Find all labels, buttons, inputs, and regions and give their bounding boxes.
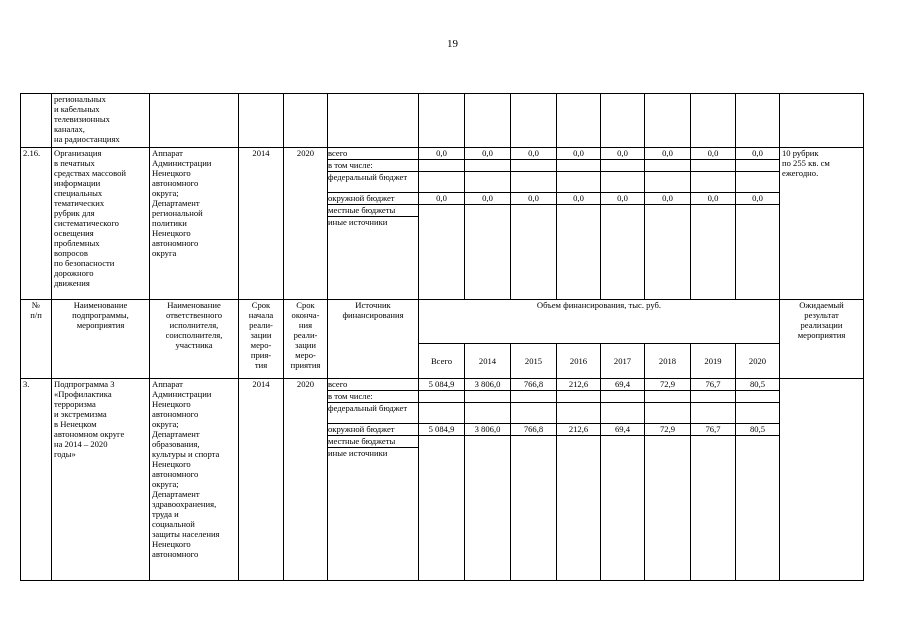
value-cell: 0,0 [557, 148, 600, 160]
value-cell: 0,0 [736, 148, 779, 160]
row-3-name: Подпрограмма 3 «Профилактика терроризма и экстремизма в Ненецком автономном округе на 2014 – 2020 годы» [52, 379, 150, 581]
value-cell: 0,0 [511, 148, 556, 160]
value-cell: 76,7 [691, 379, 735, 391]
source-label: в том числе: [328, 160, 418, 172]
header-result: Ожидаемый результат реализации мероприятия [780, 300, 864, 379]
row-3-num: 3. [21, 379, 52, 581]
table-row-3 [21, 379, 864, 581]
header-total: Всего [419, 344, 465, 379]
value-cell: 5 084,9 [419, 424, 464, 436]
source-label: федеральный бюджет [328, 403, 418, 424]
row-216-executor: Аппарат Администрации Ненецкого автономного округа; Департамент региональной политики Ненецкого автономного округа [150, 148, 239, 300]
table-header-row [21, 300, 864, 344]
row-216-result: 10 рубрик по 255 кв. см ежегодно. [780, 148, 864, 300]
source-label: окружной бюджет [328, 193, 418, 205]
value-cell: 80,5 [736, 424, 779, 436]
header-executor: Наименование ответственного исполнителя, соисполнителя, участника [150, 300, 239, 379]
value-cell: 212,6 [557, 424, 600, 436]
header-year: 2016 [557, 344, 601, 379]
source-label: в том числе: [328, 391, 418, 403]
value-cell: 0,0 [419, 148, 464, 160]
header-year: 2019 [691, 344, 736, 379]
value-cell: 0,0 [691, 148, 735, 160]
source-label: иные источники [328, 448, 388, 458]
row-3-total [419, 379, 465, 581]
row-3-executor: Аппарат Администрации Ненецкого автономного округа; Департамент образования, культуры и спорта Ненецкого автономного округа; Департамент здравоохранения, труда и социальной защиты населения Ненецкого автономного [150, 379, 239, 581]
financing-table [20, 93, 864, 581]
value-cell: 0,0 [465, 148, 510, 160]
row-216-num: 2.16. [21, 148, 52, 300]
header-name: Наименование подпрограммы, мероприятия [52, 300, 150, 379]
value-cell: 80,5 [736, 379, 779, 391]
row-216-total [419, 148, 465, 300]
row-3-result [780, 379, 864, 581]
value-cell: 0,0 [736, 193, 779, 205]
source-label: всего [328, 379, 418, 391]
value-cell: 0,0 [645, 148, 690, 160]
header-end: Срок оконча- ния реали- зации меро- приятия [284, 300, 328, 379]
value-cell: 72,9 [645, 379, 690, 391]
value-cell: 0,0 [419, 193, 464, 205]
source-label: окружной бюджет [328, 424, 418, 436]
header-volume: Объем финансирования, тыс. руб. [419, 300, 780, 344]
source-label: местные бюджеты [328, 205, 418, 217]
header-year: 2014 [465, 344, 511, 379]
row-prev-name: региональных и кабельных телевизионных каналах, на радиостанциях [52, 94, 150, 148]
header-num: № п/п [21, 300, 52, 379]
row-216-name: Организация в печатных средствах массовой информации специальных тематических рубрик для систематического освещения проблемных вопросов по безопасности дорожного движения [52, 148, 150, 300]
value-cell: 72,9 [645, 424, 690, 436]
value-cell: 766,8 [511, 379, 556, 391]
table-row-continuation [21, 94, 864, 148]
value-cell: 212,6 [557, 379, 600, 391]
header-year: 2020 [736, 344, 780, 379]
header-year: 2018 [645, 344, 691, 379]
value-cell: 0,0 [601, 148, 644, 160]
value-cell: 76,7 [691, 424, 735, 436]
value-cell: 0,0 [691, 193, 735, 205]
source-label: местные бюджеты [328, 436, 418, 448]
value-cell: 0,0 [601, 193, 644, 205]
table-row-2-16 [21, 148, 864, 300]
value-cell: 0,0 [511, 193, 556, 205]
row-3-sources [328, 379, 419, 581]
header-source: Источник финансирования [328, 300, 419, 379]
source-label: иные источники [328, 217, 388, 227]
value-cell: 3 806,0 [465, 379, 510, 391]
row-216-start: 2014 [239, 148, 284, 300]
value-cell: 766,8 [511, 424, 556, 436]
page-number: 19 [447, 38, 458, 50]
source-label: федеральный бюджет [328, 172, 418, 193]
row-3-start: 2014 [239, 379, 284, 581]
header-year: 2017 [601, 344, 645, 379]
value-cell: 0,0 [557, 193, 600, 205]
value-cell: 0,0 [645, 193, 690, 205]
value-cell: 5 084,9 [419, 379, 464, 391]
value-cell: 3 806,0 [465, 424, 510, 436]
value-cell: 69,4 [601, 424, 644, 436]
row-216-end: 2020 [284, 148, 328, 300]
source-label: всего [328, 148, 418, 160]
value-cell: 0,0 [465, 193, 510, 205]
row-3-end: 2020 [284, 379, 328, 581]
value-cell: 69,4 [601, 379, 644, 391]
header-year: 2015 [511, 344, 557, 379]
row-216-sources [328, 148, 419, 300]
header-start: Срок начала реали- зации меро- прия- тия [239, 300, 284, 379]
